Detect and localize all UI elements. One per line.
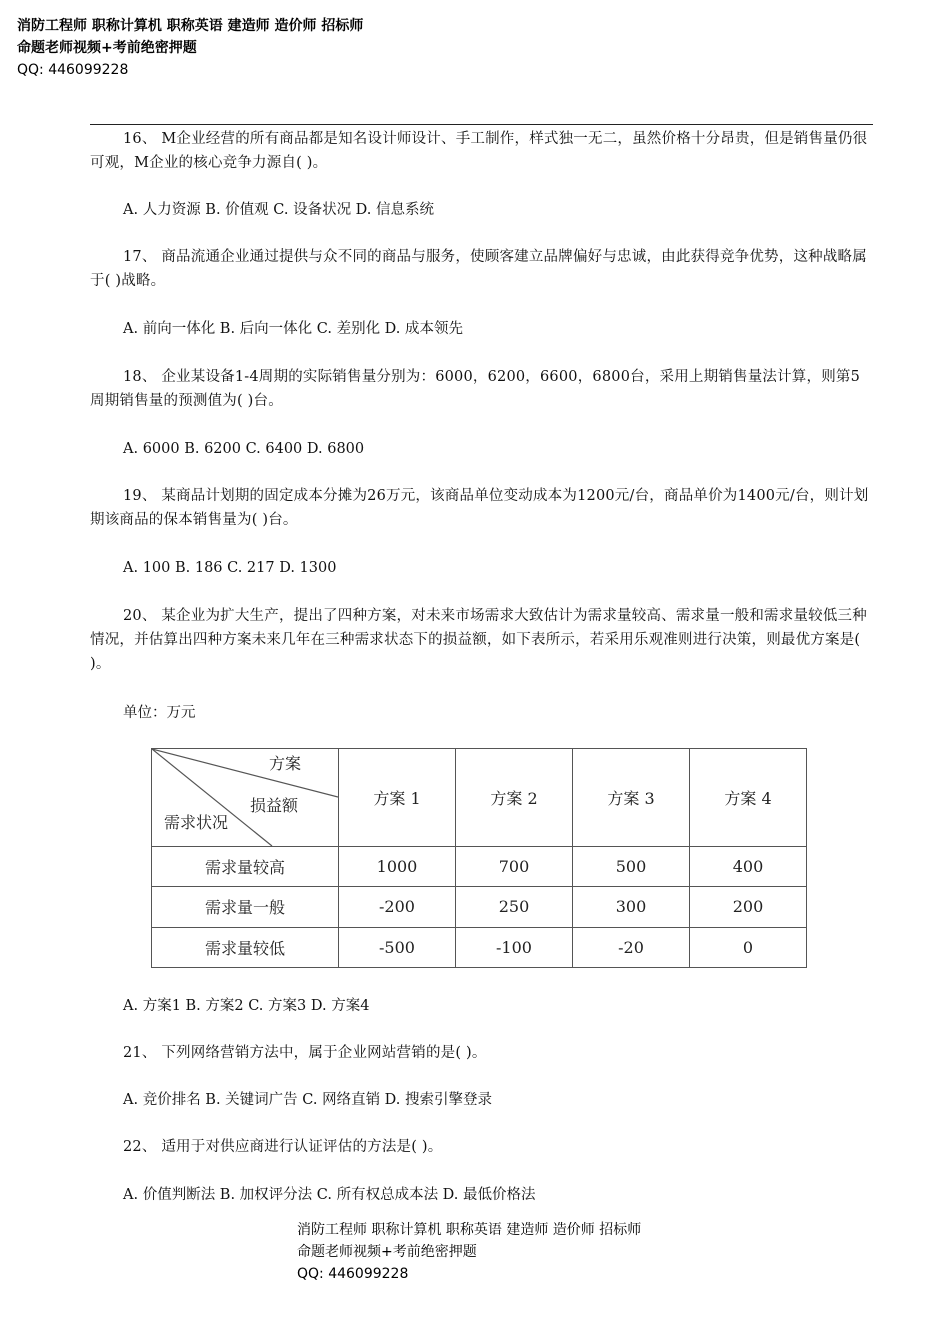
corner-label-scheme: 方案 <box>268 754 301 773</box>
header-qq: QQ: 446099228 <box>17 62 129 78</box>
table-cell: 300 <box>573 887 690 927</box>
column-header: 方案 2 <box>456 749 573 847</box>
table-row <box>152 927 807 967</box>
table-cell: -200 <box>339 887 456 927</box>
payoff-table <box>151 748 807 968</box>
page-header <box>17 15 363 81</box>
question-21-options: A. 竞价排名 B. 关键词广告 C. 网络直销 D. 搜索引擎登录 <box>123 1092 493 1108</box>
table-cell: 500 <box>573 847 690 887</box>
header-divider <box>90 124 873 125</box>
table-row <box>152 887 807 927</box>
diagonal-line-upper <box>152 749 338 797</box>
question-20: 20、 某企业为扩大生产，提出了四种方案，对未来市场需求大致估计为需求量较高、需求量一般和需求量较低三种情况，并估算出四种方案未来几年在三种需求状态下的损益额，如下表所示，若采用乐观准则进行决策，则最优方案是( )。 <box>90 608 867 672</box>
table-cell: 1000 <box>339 847 456 887</box>
question-20-unit: 单位：万元 <box>123 705 196 721</box>
corner-label-demand: 需求状况 <box>164 813 229 832</box>
question-21: 21、 下列网络营销方法中，属于企业网站营销的是( )。 <box>123 1045 487 1061</box>
header-line-1: 消防工程师 职称计算机 职称英语 建造师 造价师 招标师 <box>17 18 364 34</box>
header-line-2: 命题老师视频+考前绝密押题 <box>17 40 197 56</box>
column-header: 方案 4 <box>690 749 807 847</box>
question-19-options: A. 100 B. 186 C. 217 D. 1300 <box>123 560 337 576</box>
question-16: 16、 M企业经营的所有商品都是知名设计师设计、手工制作，样式独一无二，虽然价格十分昂贵，但是销售量仍很可观，M企业的核心竞争力源自( )。 <box>90 131 868 171</box>
question-22: 22、 适用于对供应商进行认证评估的方法是( )。 <box>123 1139 443 1155</box>
table-cell: 250 <box>456 887 573 927</box>
table-corner-cell <box>152 749 339 847</box>
table-cell: -500 <box>339 927 456 967</box>
footer-qq: QQ: 446099228 <box>297 1266 409 1282</box>
question-19: 19、 某商品计划期的固定成本分摊为26万元，该商品单位变动成本为1200元/台，商品单价为1400元/台，则计划期该商品的保本销售量为( )台。 <box>90 488 869 528</box>
table-cell: 0 <box>690 927 807 967</box>
table-header-row <box>152 749 807 847</box>
table-cell: -20 <box>573 927 690 967</box>
row-label: 需求量一般 <box>152 887 339 927</box>
row-label: 需求量较低 <box>152 927 339 967</box>
corner-label-payoff: 损益额 <box>249 796 298 815</box>
table-cell: 400 <box>690 847 807 887</box>
question-22-options: A. 价值判断法 B. 加权评分法 C. 所有权总成本法 D. 最低价格法 <box>123 1187 536 1203</box>
column-header: 方案 3 <box>573 749 690 847</box>
table-cell: 200 <box>690 887 807 927</box>
question-18: 18、 企业某设备1-4周期的实际销售量分别为：6000，6200，6600，6800台，采用上期销售量法计算，则第5 周期销售量的预测值为( )台。 <box>90 369 861 409</box>
question-16-options: A. 人力资源 B. 价值观 C. 设备状况 D. 信息系统 <box>123 202 435 218</box>
table-cell: 700 <box>456 847 573 887</box>
table-row <box>152 847 807 887</box>
column-header: 方案 1 <box>339 749 456 847</box>
footer-line-2: 命题老师视频+考前绝密押题 <box>297 1244 477 1260</box>
footer-line-1: 消防工程师 职称计算机 职称英语 建造师 造价师 招标师 <box>297 1222 642 1238</box>
question-17: 17、 商品流通企业通过提供与众不同的商品与服务，使顾客建立品牌偏好与忠诚，由此获得竞争优势，这种战略属于( )战略。 <box>90 249 867 289</box>
question-20-options: A. 方案1 B. 方案2 C. 方案3 D. 方案4 <box>123 998 370 1014</box>
question-17-options: A. 前向一体化 B. 后向一体化 C. 差别化 D. 成本领先 <box>123 321 464 337</box>
page-footer <box>297 1219 641 1285</box>
row-label: 需求量较高 <box>152 847 339 887</box>
table-cell: -100 <box>456 927 573 967</box>
question-18-options: A. 6000 B. 6200 C. 6400 D. 6800 <box>123 441 365 457</box>
